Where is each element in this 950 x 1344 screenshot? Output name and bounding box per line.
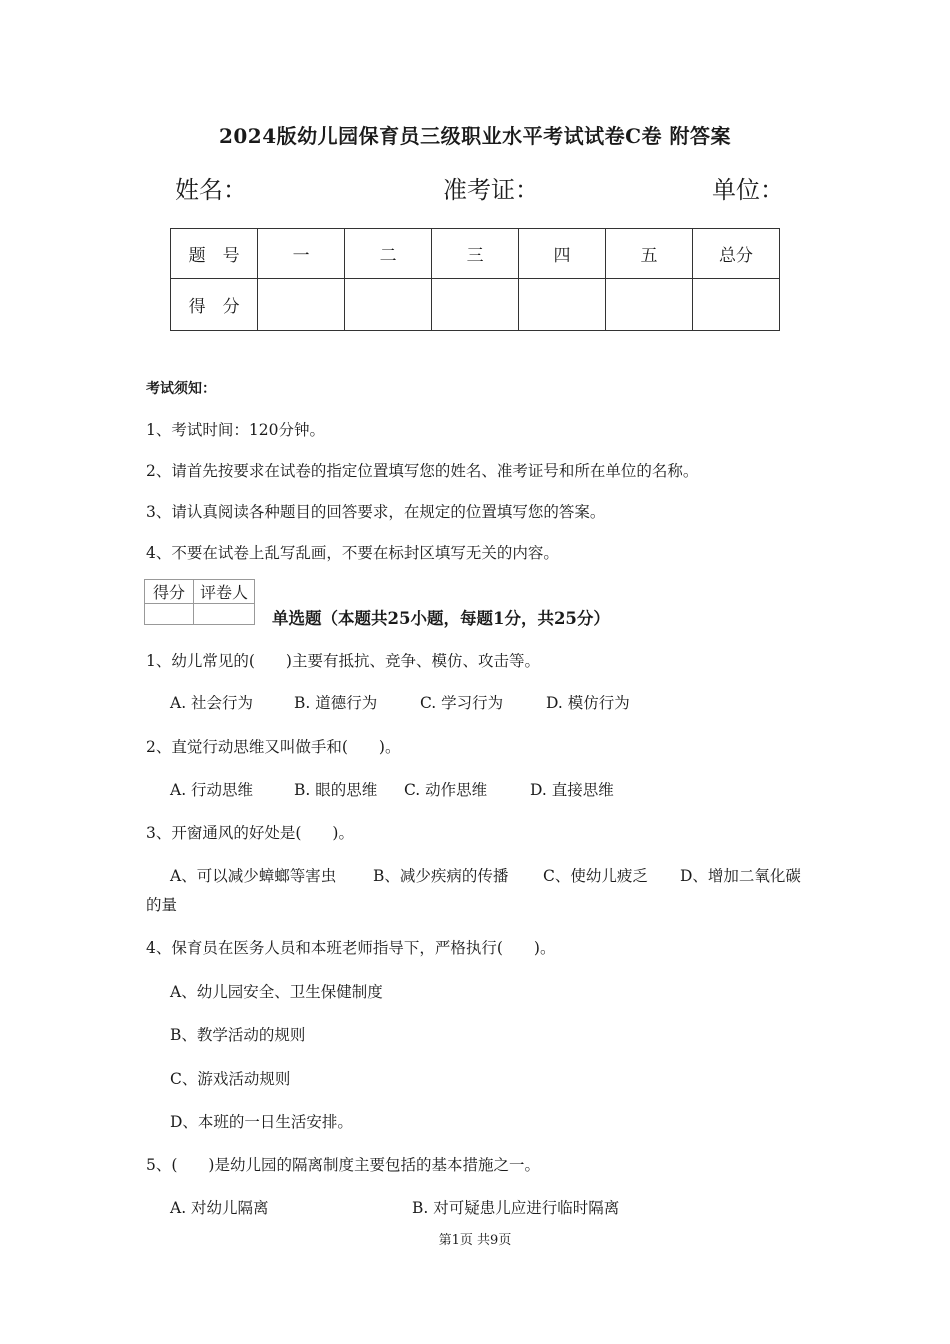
score-header-cell: 五 bbox=[606, 229, 693, 279]
grader-score-cell[interactable] bbox=[145, 604, 194, 625]
question-option[interactable]: D. 直接思维 bbox=[530, 781, 614, 799]
question-option[interactable]: C、使幼儿疲乏 bbox=[543, 867, 648, 885]
notice-item: 1、考试时间：120分钟。 bbox=[146, 421, 325, 439]
question-option[interactable]: B、减少疾病的传播 bbox=[373, 867, 509, 885]
notice-item: 3、请认真阅读各种题目的回答要求，在规定的位置填写您的答案。 bbox=[146, 503, 606, 521]
question-option[interactable]: B. 眼的思维 bbox=[294, 781, 378, 799]
score-cell[interactable] bbox=[258, 279, 345, 331]
question-option[interactable]: D、本班的一日生活安排。 bbox=[170, 1113, 353, 1131]
question-option[interactable]: C. 学习行为 bbox=[420, 694, 504, 712]
score-header-cell: 总分 bbox=[692, 229, 779, 279]
question-stem: 4、保育员在医务人员和本班老师指导下，严格执行( )。 bbox=[146, 939, 556, 957]
grader-name-cell[interactable] bbox=[194, 604, 255, 625]
score-table-header-row bbox=[171, 229, 780, 279]
score-cell[interactable] bbox=[692, 279, 779, 331]
question-option[interactable]: B. 道德行为 bbox=[294, 694, 378, 712]
question-stem: 1、幼儿常见的( )主要有抵抗、竞争、模仿、攻击等。 bbox=[146, 652, 540, 670]
score-header-cell: 二 bbox=[345, 229, 432, 279]
notice-item: 2、请首先按要求在试卷的指定位置填写您的姓名、准考证号和所在单位的名称。 bbox=[146, 462, 699, 480]
question-option[interactable]: A、可以减少蟑螂等害虫 bbox=[170, 867, 337, 885]
question-stem: 3、开窗通风的好处是( )。 bbox=[146, 824, 354, 842]
score-cell[interactable] bbox=[519, 279, 606, 331]
question-option-continuation: 的量 bbox=[146, 896, 178, 914]
question-stem: 5、( )是幼儿园的隔离制度主要包括的基本措施之一。 bbox=[146, 1156, 540, 1174]
question-option[interactable]: A. 对幼儿隔离 bbox=[170, 1199, 269, 1217]
grader-name-label: 评卷人 bbox=[194, 580, 255, 604]
score-header-cell: 一 bbox=[258, 229, 345, 279]
page-footer: 第1页 共9页 bbox=[438, 1233, 512, 1248]
question-option[interactable]: C. 动作思维 bbox=[404, 781, 488, 799]
question-stem: 2、直觉行动思维又叫做手和( )。 bbox=[146, 738, 401, 756]
name-label: 姓名： bbox=[175, 176, 247, 204]
question-option[interactable]: A、幼儿园安全、卫生保健制度 bbox=[170, 983, 383, 1001]
score-cell[interactable] bbox=[345, 279, 432, 331]
notice-heading: 考试须知： bbox=[146, 381, 216, 397]
notice-item: 4、不要在试卷上乱写乱画，不要在标封区填写无关的内容。 bbox=[146, 544, 559, 562]
score-row-label: 得 分 bbox=[171, 279, 258, 331]
page-title: 2024版幼儿园保育员三级职业水平考试试卷C卷 附答案 bbox=[218, 124, 732, 148]
score-table bbox=[170, 228, 780, 331]
score-cell[interactable] bbox=[606, 279, 693, 331]
question-option[interactable]: D. 模仿行为 bbox=[546, 694, 630, 712]
question-option[interactable]: C、游戏活动规则 bbox=[170, 1070, 291, 1088]
question-option[interactable]: B、教学活动的规则 bbox=[170, 1026, 306, 1044]
question-option[interactable]: B. 对可疑患儿应进行临时隔离 bbox=[412, 1199, 620, 1217]
score-header-cell: 三 bbox=[432, 229, 519, 279]
score-header-cell: 题 号 bbox=[171, 229, 258, 279]
question-option[interactable]: D、增加二氧化碳 bbox=[680, 867, 801, 885]
section-title: 单选题（本题共25小题，每题1分，共25分） bbox=[272, 609, 610, 628]
score-header-cell: 四 bbox=[519, 229, 606, 279]
question-option[interactable]: A. 行动思维 bbox=[170, 781, 254, 799]
grader-score-label: 得分 bbox=[145, 580, 194, 604]
score-cell[interactable] bbox=[432, 279, 519, 331]
question-option[interactable]: A. 社会行为 bbox=[170, 694, 254, 712]
exam-id-label: 准考证： bbox=[443, 176, 539, 204]
grader-box bbox=[144, 579, 255, 625]
score-table-score-row bbox=[171, 279, 780, 331]
unit-label: 单位： bbox=[712, 176, 784, 204]
